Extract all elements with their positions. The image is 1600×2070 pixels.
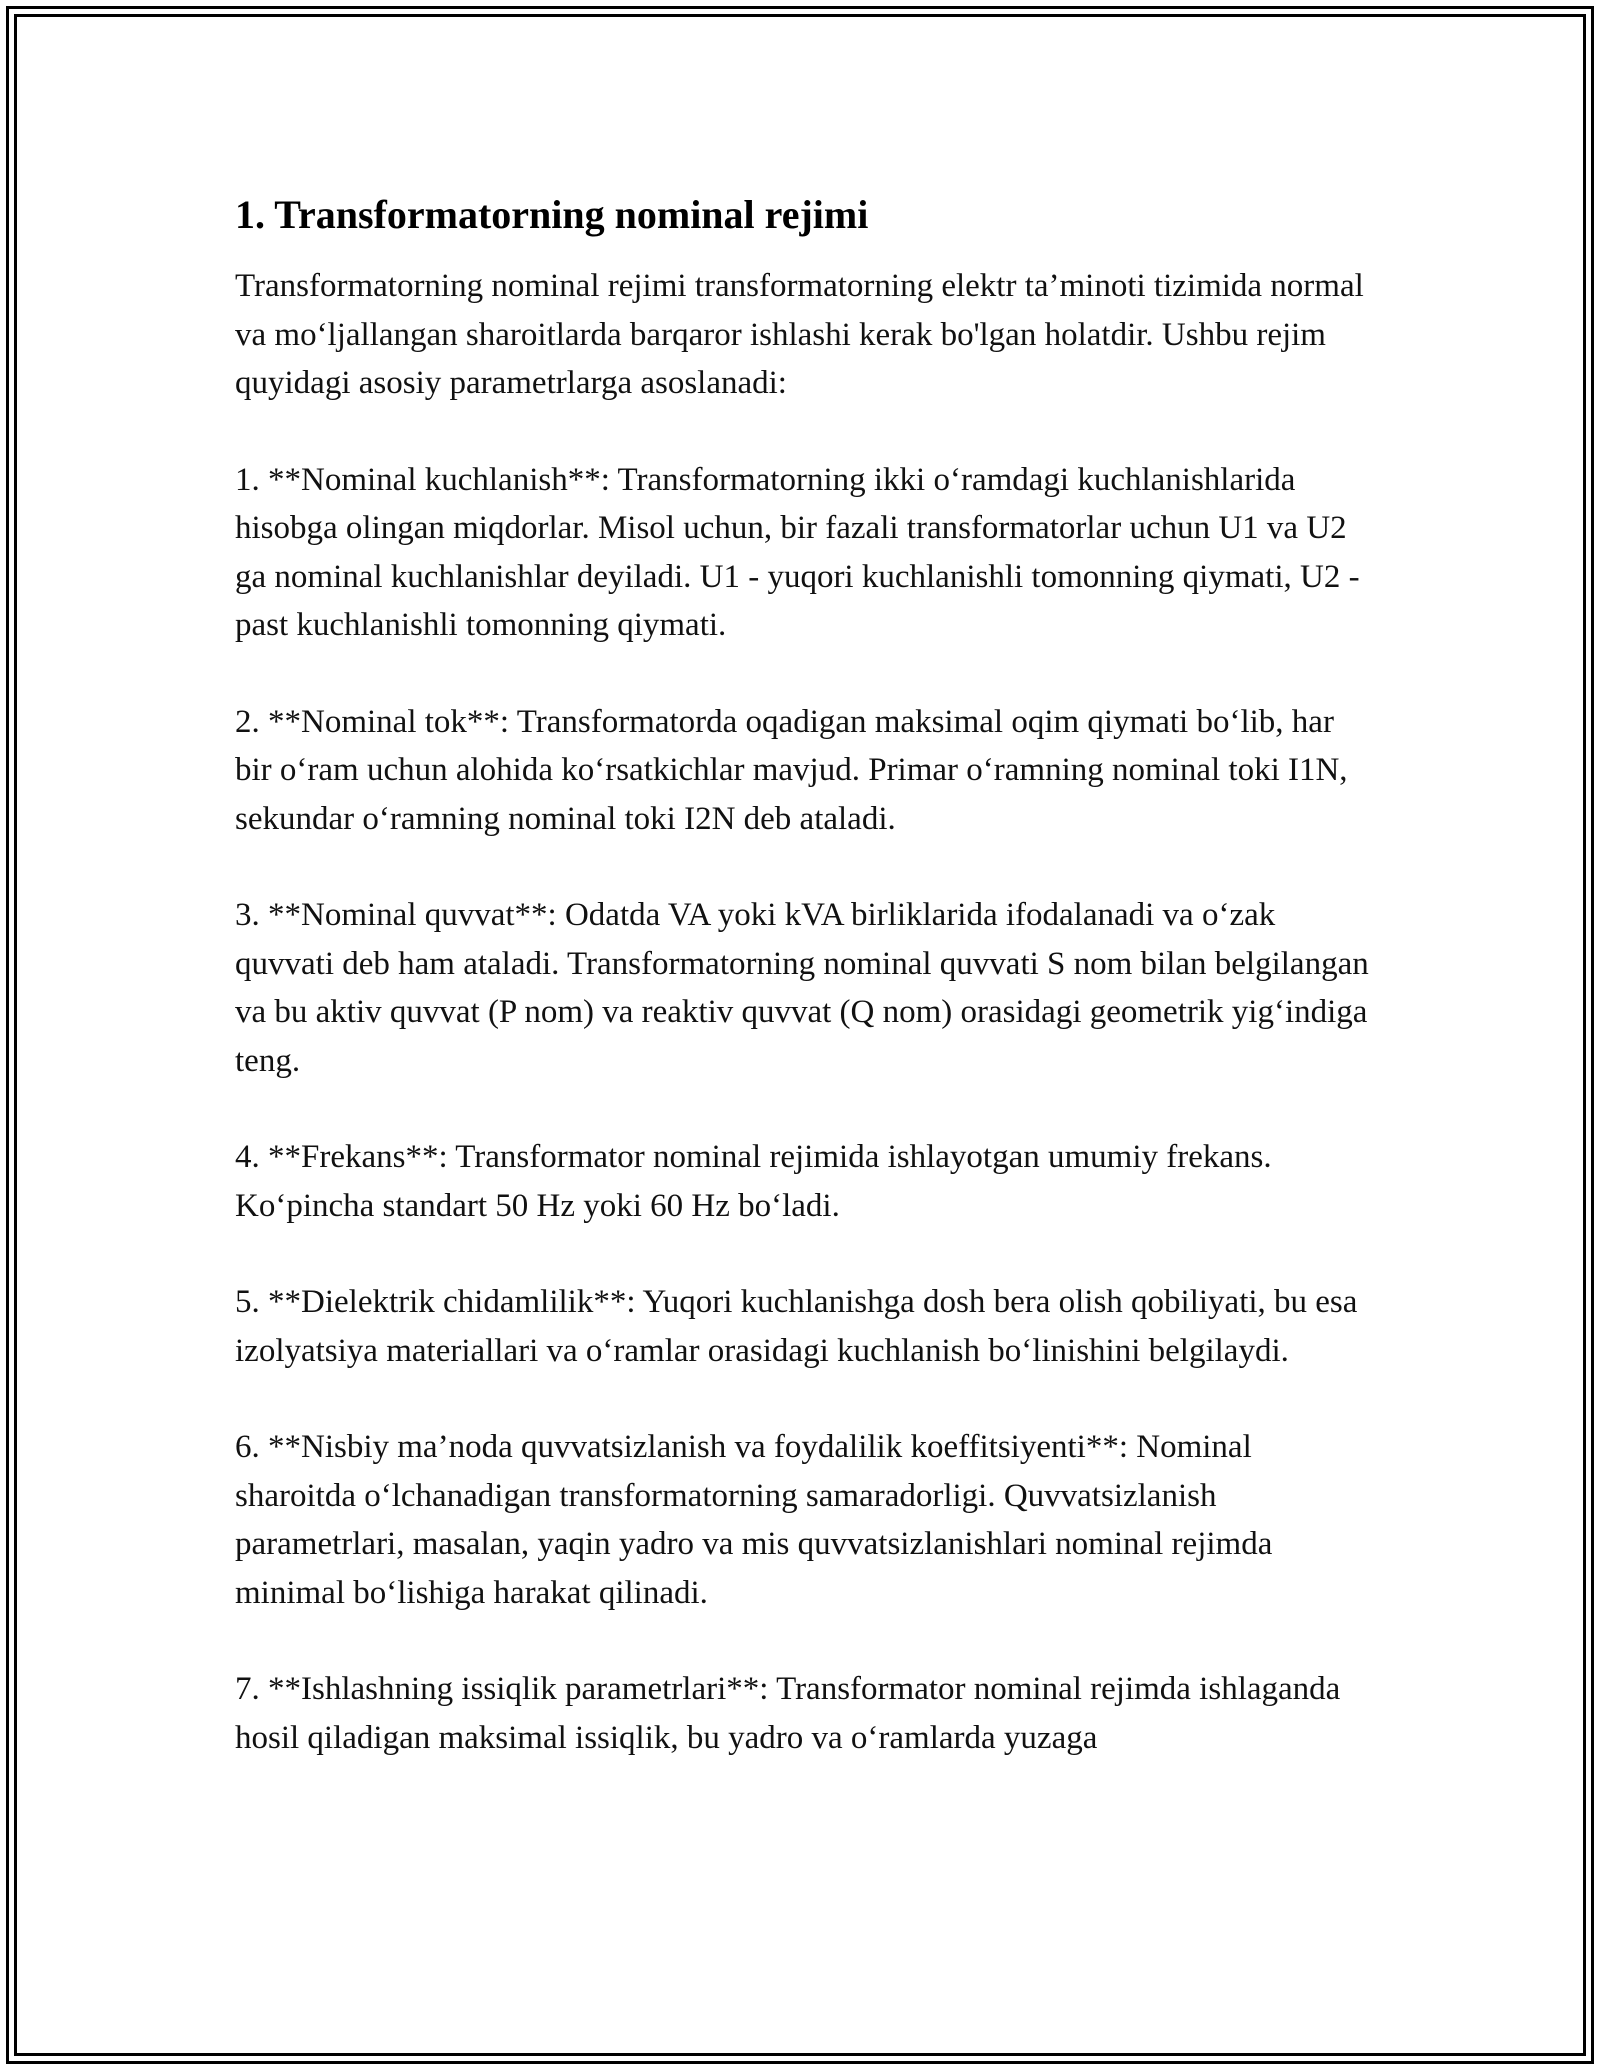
list-item-nominal-voltage: 1. **Nominal kuchlanish**: Transformatorning ikki o‘ramdagi kuchlanishlarida hisobga olingan miqdorlar. Misol uchun, bir fazali transformatorlar uchun U1 va U2 ga nominal kuchlanishlar deyiladi. U1 - yuqori kuchlanishli tomonning qiymati, U2 - past kuchlanishli tomonning qiymati. (235, 461, 1360, 643)
list-item-nominal-current: 2. **Nominal tok**: Transformatorda oqadigan maksimal oqim qiymati bo‘lib, har bir o‘ram uchun alohida ko‘rsatkichlar mavjud. Primar o‘ramning nominal toki I1N, sekundar o‘ramning nominal toki I2N deb ataladi. (235, 703, 1348, 837)
list-item-frequency: 4. **Frekans**: Transformator nominal rejimida ishlayotgan umumiy frekans. Ko‘pincha standart 50 Hz yoki 60 Hz bo‘ladi. (235, 1139, 1272, 1224)
list-item-losses-efficiency: 6. **Nisbiy ma’noda quvvatsizlanish va foydalilik koeffitsiyenti**: Nominal sharoitda o‘lchanadigan transformatorning samaradorligi. Quvvatsizlanish parametrlari, masalan, yaqin yadro va mis quvvatsizlanishlari nominal rejimda minimal bo‘lishiga harakat qilinadi. (235, 1429, 1273, 1611)
intro-paragraph: Transformatorning nominal rejimi transformatorning elektr ta’minoti tizimida normal va mo‘ljallangan sharoitlarda barqaror ishlashi kerak bo'lgan holatdir. Ushbu rejim quyidagi asosiy parametrlarga asoslanadi: (235, 268, 1364, 401)
list-item-nominal-power: 3. **Nominal quvvat**: Odatda VA yoki kVA birliklarida ifodalanadi va o‘zak quvvati deb ham ataladi. Transformatorning nominal quvvati S nom bilan belgilangan va bu aktiv quvvat (P nom) va reaktiv quvvat (Q nom) orasidagi geometrik yig‘indiga teng. (235, 897, 1369, 1079)
list-item-dielectric-strength: 5. **Dielektrik chidamlilik**: Yuqori kuchlanishga dosh bera olish qobiliyati, bu esa izolyatsiya materiallari va o‘ramlar orasidagi kuchlanish bo‘linishini belgilaydi. (235, 1284, 1358, 1369)
section-heading: 1. Transformatorning nominal rejimi (235, 192, 869, 237)
list-item-thermal-parameters: 7. **Ishlashning issiqlik parametrlari**: Transformator nominal rejimda ishlaganda hosil qiladigan maksimal issiqlik, bu yadro va o‘ramlarda yuzaga (235, 1671, 1341, 1756)
document-body (235, 190, 1375, 1810)
